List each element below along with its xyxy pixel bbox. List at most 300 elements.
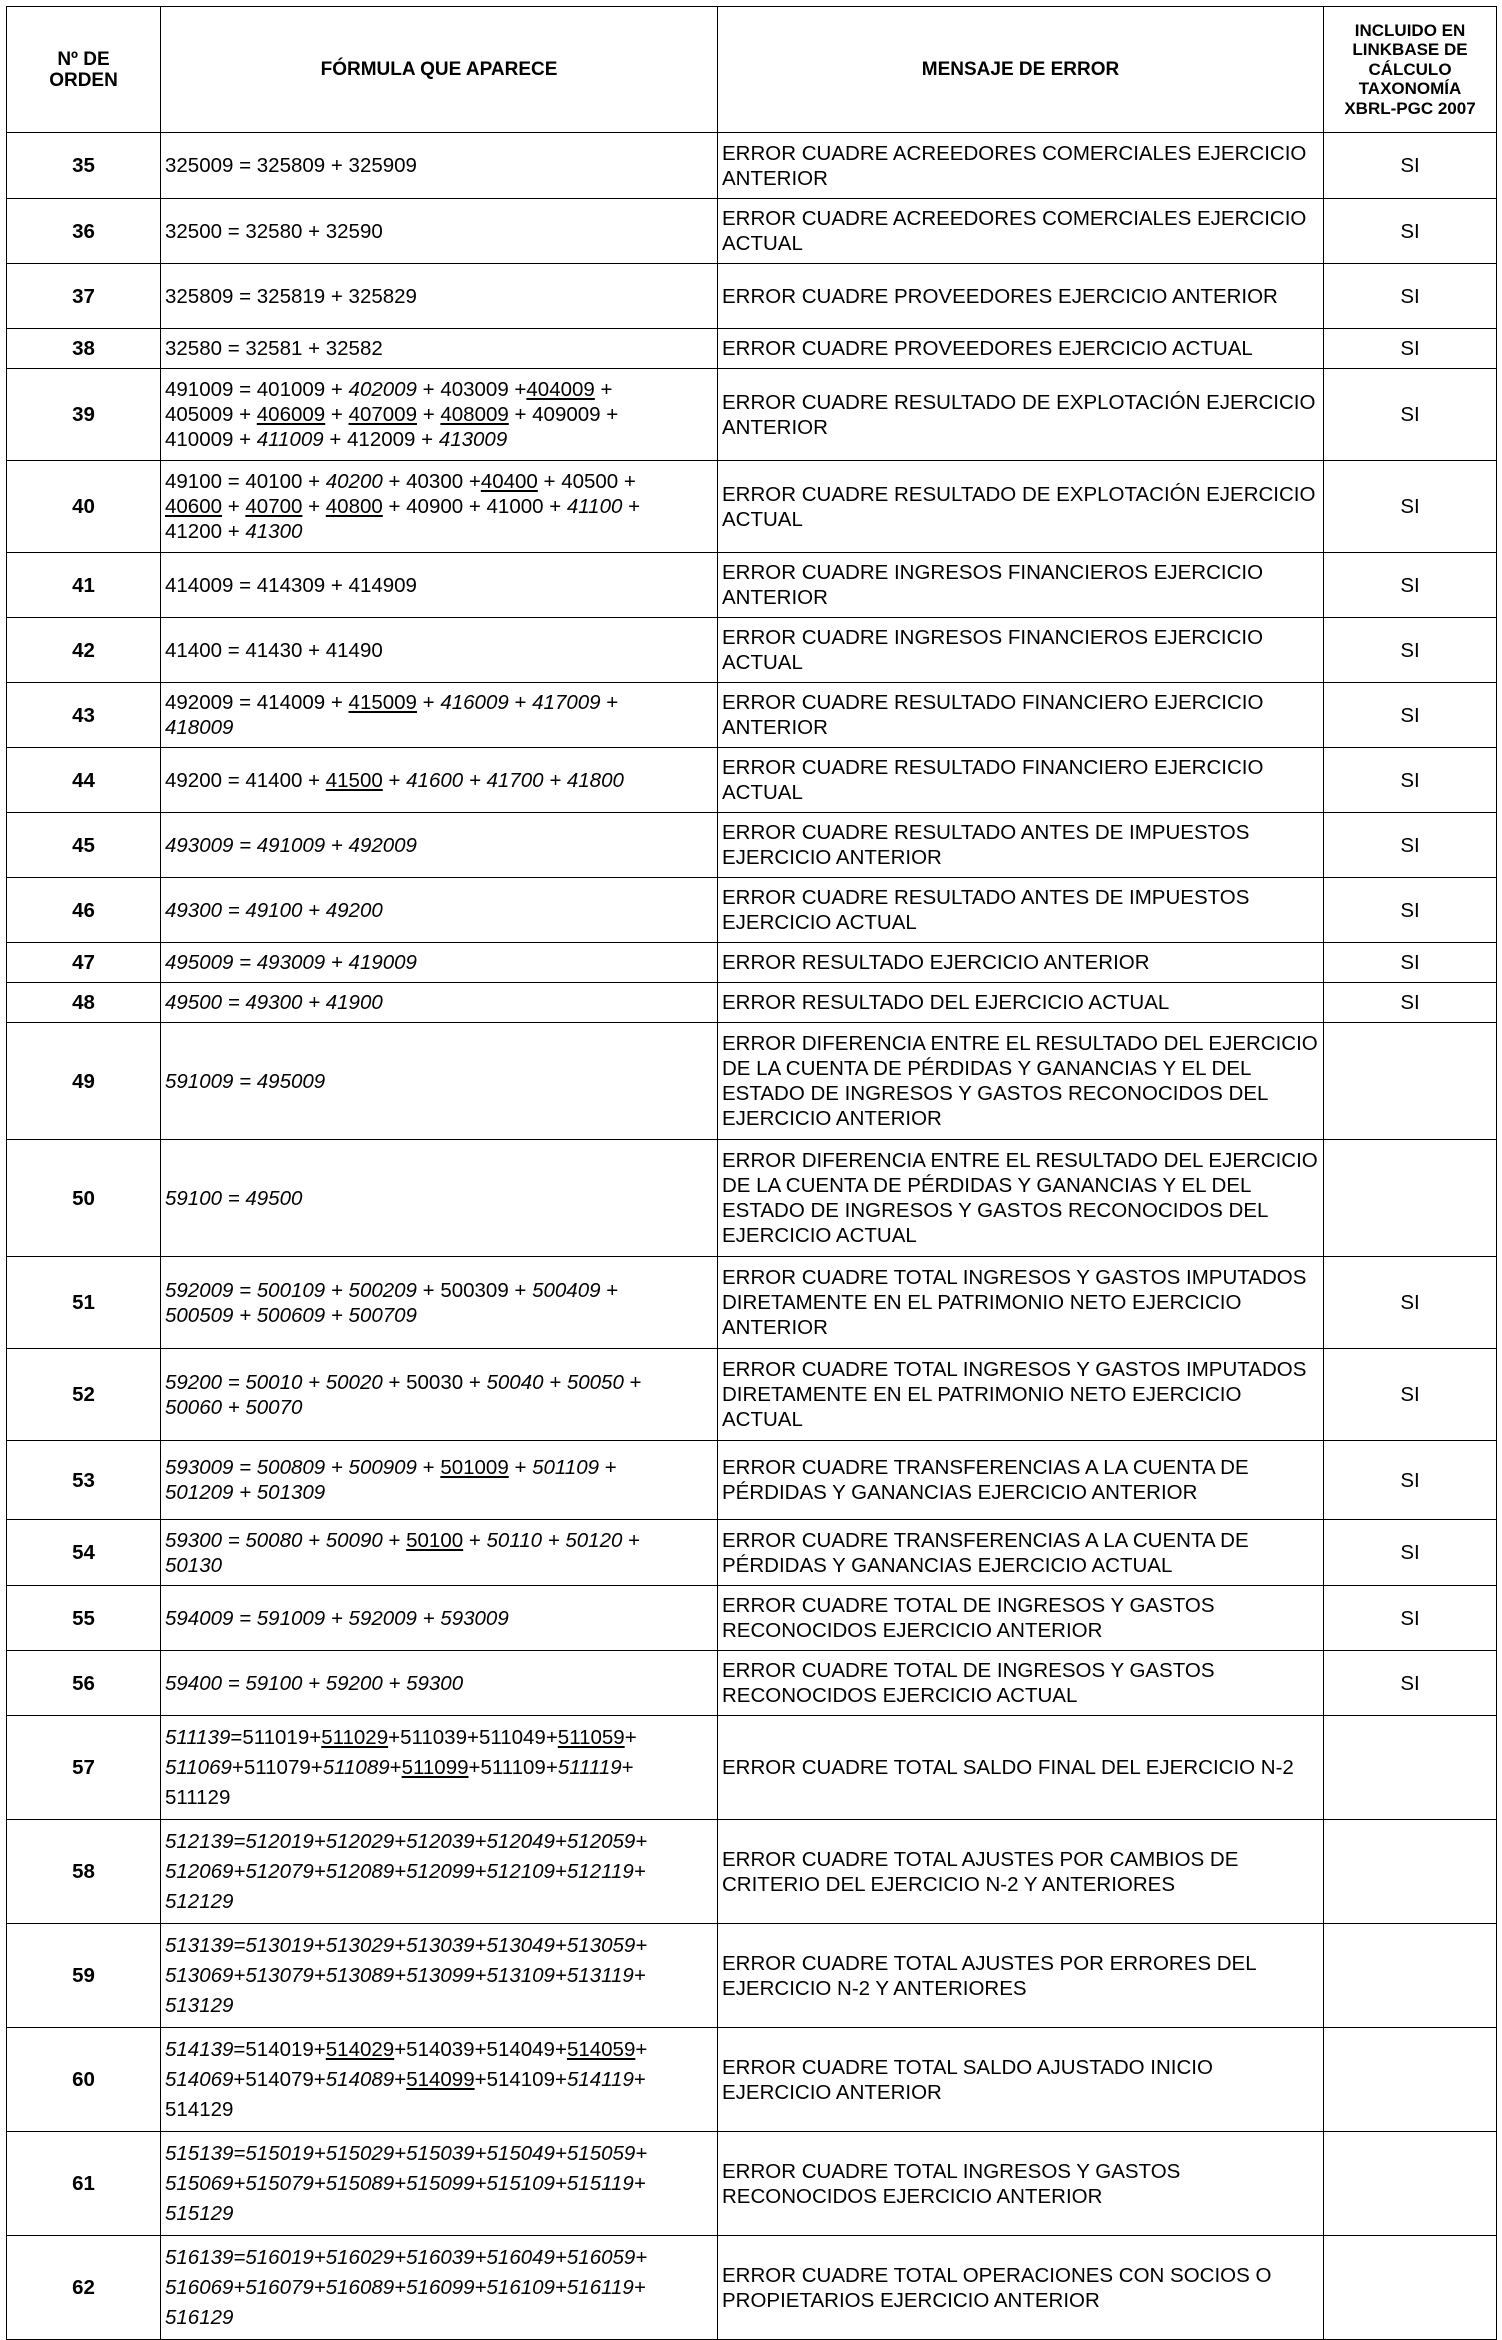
formula-segment: 59200 = 50010 + 50020 <box>165 1370 383 1394</box>
formula-cell <box>161 2236 718 2340</box>
formula-cell <box>161 1586 718 1651</box>
formula-line <box>165 1991 713 2021</box>
formula-segment: + <box>508 1456 533 1479</box>
included-flag: SI <box>1324 264 1497 329</box>
header-formula: FÓRMULA QUE APARECE <box>161 7 718 133</box>
formula-cell <box>161 1441 718 1520</box>
error-message: ERROR RESULTADO EJERCICIO ANTERIOR <box>718 943 1324 983</box>
formula-segment: 516139=516019+516029+516039+516049+516059+ <box>165 2245 648 2269</box>
formula-segment: + <box>635 2037 648 2061</box>
order-number: 40 <box>7 461 161 553</box>
included-flag: SI <box>1324 618 1497 683</box>
order-number: 43 <box>7 683 161 748</box>
order-number: 51 <box>7 1257 161 1349</box>
formula-cell <box>161 133 718 199</box>
formula-segment: + 50030 + <box>382 1370 487 1394</box>
formula-line <box>165 768 713 793</box>
included-flag <box>1324 2236 1497 2340</box>
formula-line <box>165 1753 713 1783</box>
formula-segment: + 40900 + 41000 + <box>382 495 567 518</box>
order-number: 50 <box>7 1140 161 1257</box>
formula-segment: + <box>416 1456 441 1479</box>
error-message: ERROR CUADRE TOTAL SALDO FINAL DEL EJERCICIO N-2 <box>718 1716 1324 1820</box>
error-message: ERROR CUADRE TOTAL SALDO AJUSTADO INICIO EJERCICIO ANTERIOR <box>718 2028 1324 2132</box>
formula-segment: + 412009 + <box>323 428 439 451</box>
formula-line <box>165 1069 713 1094</box>
formula-segment: + 403009 + <box>416 378 527 401</box>
table-row <box>7 1716 1497 1820</box>
formula-segment: + <box>325 403 349 426</box>
error-message: ERROR RESULTADO DEL EJERCICIO ACTUAL <box>718 983 1324 1023</box>
formula-segment: 49100 = 40100 + <box>165 470 326 493</box>
order-number: 45 <box>7 813 161 878</box>
formula-line <box>165 1455 713 1480</box>
formula-cell <box>161 1924 718 2028</box>
header-included <box>1324 7 1497 133</box>
order-number: 49 <box>7 1023 161 1140</box>
included-flag: SI <box>1324 983 1497 1023</box>
formula-segment: 516069+516079+516089+516099+516109+516119+ <box>165 2275 646 2299</box>
formula-segment: 500409 <box>532 1278 601 1302</box>
order-number: 36 <box>7 199 161 264</box>
formula-line <box>165 1278 713 1303</box>
error-message: ERROR CUADRE TOTAL OPERACIONES CON SOCIOS O PROPIETARIOS EJERCICIO ANTERIOR <box>718 2236 1324 2340</box>
formula-line <box>165 1723 713 1753</box>
included-flag: SI <box>1324 1651 1497 1716</box>
formula-line <box>165 690 713 715</box>
formula-segment: 511059 <box>557 1725 625 1749</box>
formula-segment: 514059 <box>566 2037 636 2061</box>
included-flag: SI <box>1324 369 1497 461</box>
table-row <box>7 943 1497 983</box>
formula-segment: 511099 <box>401 1755 469 1779</box>
formula-line <box>165 1303 713 1328</box>
order-number: 38 <box>7 329 161 369</box>
included-flag <box>1324 1140 1497 1257</box>
formula-segment: 50060 + 50070 <box>165 1395 303 1419</box>
formula-segment: +511109+ <box>468 1755 558 1779</box>
formula-line <box>165 1857 713 1887</box>
error-message: ERROR CUADRE RESULTADO ANTES DE IMPUESTOS EJERCICIO ANTERIOR <box>718 813 1324 878</box>
header-included-line: INCLUIDO EN <box>1354 20 1466 40</box>
table-row <box>7 1349 1497 1441</box>
table-row <box>7 133 1497 199</box>
order-number: 46 <box>7 878 161 943</box>
table-body <box>7 133 1497 2340</box>
order-number: 55 <box>7 1586 161 1651</box>
formula-segment: + <box>382 1528 407 1552</box>
formula-segment: +511079+ <box>231 1755 323 1779</box>
formula-segment: 511029 <box>321 1725 389 1749</box>
formula-segment: + <box>416 691 441 714</box>
formula-segment: + <box>394 2067 407 2091</box>
error-message: ERROR CUADRE TOTAL DE INGRESOS Y GASTOS RECONOCIDOS EJERCICIO ANTERIOR <box>718 1586 1324 1651</box>
formula-line <box>165 2273 713 2303</box>
formula-segment: 32580 = 32581 + 32582 <box>165 337 383 360</box>
formula-cell <box>161 1716 718 1820</box>
formula-segment: 516129 <box>165 2305 234 2329</box>
order-number: 42 <box>7 618 161 683</box>
formula-segment: +514039+514049+ <box>394 2037 567 2061</box>
formula-segment: 406009 <box>256 403 326 426</box>
table-header-row <box>7 7 1497 133</box>
formula-segment: 417009 <box>532 691 601 714</box>
formula-cell <box>161 943 718 983</box>
included-flag: SI <box>1324 1520 1497 1586</box>
formula-line <box>165 519 713 544</box>
formula-segment: 41400 = 41430 + 41490 <box>165 638 383 662</box>
formula-cell <box>161 369 718 461</box>
formula-segment: 594009 = 591009 + 592009 + 593009 <box>165 1606 509 1630</box>
table-row <box>7 199 1497 264</box>
formula-line <box>165 2243 713 2273</box>
order-number: 62 <box>7 2236 161 2340</box>
included-flag: SI <box>1324 553 1497 618</box>
formula-segment: 593009 = 500809 + 500909 <box>165 1456 417 1479</box>
formula-cell <box>161 1023 718 1140</box>
formula-line <box>165 1553 713 1578</box>
order-number: 48 <box>7 983 161 1023</box>
formula-segment: 49200 = 41400 + <box>165 768 326 792</box>
formula-cell <box>161 2132 718 2236</box>
formula-segment: + 409009 + <box>508 403 619 426</box>
formula-cell <box>161 813 718 878</box>
formula-segment: 501209 + 501309 <box>165 1481 326 1504</box>
formula-line <box>165 2035 713 2065</box>
formula-segment: 41600 + 41700 + 41800 <box>406 768 624 792</box>
formula-cell <box>161 1140 718 1257</box>
formula-segment: 413009 <box>438 428 508 451</box>
table-row <box>7 1441 1497 1520</box>
formula-cell <box>161 618 718 683</box>
table-row <box>7 329 1497 369</box>
formula-segment: 59400 = 59100 + 59200 + 59300 <box>165 1671 464 1695</box>
formula-segment: 415009 <box>348 691 417 714</box>
formula-segment: + <box>621 1755 634 1779</box>
formula-segment: 408009 <box>440 403 509 426</box>
formula-cell <box>161 983 718 1023</box>
formula-segment: 41100 <box>566 495 623 518</box>
formula-line <box>165 950 713 975</box>
formula-segment: 495009 = 493009 + 419009 <box>165 951 417 974</box>
error-message: ERROR CUADRE PROVEEDORES EJERCICIO ACTUAL <box>718 329 1324 369</box>
included-flag <box>1324 1820 1497 1924</box>
included-flag: SI <box>1324 329 1497 369</box>
formula-segment: + 40500 + <box>537 470 636 493</box>
included-flag: SI <box>1324 1441 1497 1520</box>
header-message: MENSAJE DE ERROR <box>718 7 1324 133</box>
header-included-line: LINKBASE DE <box>1352 40 1468 60</box>
table-row <box>7 1140 1497 1257</box>
formula-segment: 402009 <box>348 378 417 401</box>
formula-line <box>165 1827 713 1857</box>
formula-line <box>165 1480 713 1505</box>
formula-segment: 32500 = 32580 + 32590 <box>165 219 383 243</box>
formula-segment: 501009 <box>440 1456 509 1479</box>
order-number: 35 <box>7 133 161 199</box>
formula-segment: 514099 <box>406 2067 475 2091</box>
formula-line <box>165 1528 713 1553</box>
formula-segment: + <box>622 1528 641 1552</box>
formula-line <box>165 2199 713 2229</box>
error-message: ERROR CUADRE ACREEDORES COMERCIALES EJERCICIO ACTUAL <box>718 199 1324 264</box>
included-flag <box>1324 2028 1497 2132</box>
formula-line <box>165 402 713 427</box>
formula-segment: 511129 <box>165 1785 231 1809</box>
order-number: 44 <box>7 748 161 813</box>
formula-segment: 41200 + <box>165 520 246 543</box>
formula-segment: 40700 <box>245 495 303 518</box>
formula-cell <box>161 878 718 943</box>
order-number: 58 <box>7 1820 161 1924</box>
formula-segment: 41300 <box>245 520 303 543</box>
formula-segment: 514139 <box>165 2037 234 2061</box>
formula-segment: 414009 = 414309 + 414909 <box>165 573 417 597</box>
formula-segment: 511069 <box>165 1755 232 1779</box>
included-flag: SI <box>1324 1349 1497 1441</box>
formula-segment: + <box>594 378 613 401</box>
formula-line <box>165 990 713 1015</box>
formula-segment: 592009 = 500109 + 500209 <box>165 1278 417 1302</box>
formula-segment: +511039+511049+ <box>388 1725 558 1749</box>
error-message: ERROR CUADRE PROVEEDORES EJERCICIO ANTERIOR <box>718 264 1324 329</box>
formula-segment: 59100 = 49500 <box>165 1186 303 1210</box>
error-message: ERROR CUADRE TOTAL INGRESOS Y GASTOS IMPUTADOS DIRETAMENTE EN EL PATRIMONIO NETO EJERCICIO ACTUAL <box>718 1349 1324 1441</box>
formula-segment: + <box>302 495 326 518</box>
formula-segment: + 40300 + <box>382 470 481 493</box>
included-flag: SI <box>1324 943 1497 983</box>
formula-segment: 515069+515079+515089+515099+515109+515119+ <box>165 2171 646 2195</box>
formula-cell <box>161 199 718 264</box>
formula-line <box>165 573 713 598</box>
error-message: ERROR CUADRE RESULTADO DE EXPLOTACIÓN EJERCICIO ANTERIOR <box>718 369 1324 461</box>
formula-segment: 512139=512019+512029+512039+512049+512059+ <box>165 1829 648 1853</box>
formula-segment: 514089 <box>325 2067 395 2091</box>
formula-segment: + <box>624 1725 637 1749</box>
formula-cell <box>161 683 718 748</box>
order-number: 57 <box>7 1716 161 1820</box>
error-message: ERROR CUADRE TOTAL INGRESOS Y GASTOS RECONOCIDOS EJERCICIO ANTERIOR <box>718 2132 1324 2236</box>
included-flag: SI <box>1324 748 1497 813</box>
error-message: ERROR CUADRE TOTAL AJUSTES POR ERRORES DEL EJERCICIO N-2 Y ANTERIORES <box>718 1924 1324 2028</box>
formula-segment: 41500 <box>325 768 383 792</box>
error-message: ERROR CUADRE TOTAL INGRESOS Y GASTOS IMPUTADOS DIRETAMENTE EN EL PATRIMONIO NETO EJERCICIO ANTERIOR <box>718 1257 1324 1349</box>
formula-segment: 511119 <box>557 1755 622 1779</box>
formula-cell <box>161 1257 718 1349</box>
error-message: ERROR CUADRE TRANSFERENCIAS A LA CUENTA DE PÉRDIDAS Y GANANCIAS EJERCICIO ACTUAL <box>718 1520 1324 1586</box>
formula-segment: 512069+512079+512089+512099+512109+512119+ <box>165 1859 646 1883</box>
formula-cell <box>161 1349 718 1441</box>
error-message: ERROR CUADRE TOTAL DE INGRESOS Y GASTOS RECONOCIDOS EJERCICIO ACTUAL <box>718 1651 1324 1716</box>
table-row <box>7 1924 1497 2028</box>
formula-line <box>165 284 713 309</box>
header-included-line: CÁLCULO <box>1368 59 1452 79</box>
formula-segment: + <box>600 691 619 714</box>
table-row <box>7 1586 1497 1651</box>
included-flag <box>1324 1716 1497 1820</box>
formula-segment: 418009 <box>165 716 234 739</box>
table-row <box>7 2236 1497 2340</box>
error-message: ERROR CUADRE RESULTADO ANTES DE IMPUESTOS EJERCICIO ACTUAL <box>718 878 1324 943</box>
formula-segment: 492009 = 414009 + <box>165 691 349 714</box>
order-number: 56 <box>7 1651 161 1716</box>
formula-segment: +514079+ <box>233 2067 326 2091</box>
included-flag: SI <box>1324 461 1497 553</box>
formula-segment: 511089 <box>322 1755 390 1779</box>
formula-segment: 325009 = 325809 + 325909 <box>165 154 417 177</box>
formula-cell <box>161 553 718 618</box>
formula-line <box>165 153 713 178</box>
formula-cell <box>161 1820 718 1924</box>
formula-line <box>165 2139 713 2169</box>
order-number: 54 <box>7 1520 161 1586</box>
error-rules-table <box>6 6 1497 2340</box>
table-row <box>7 748 1497 813</box>
included-flag: SI <box>1324 133 1497 199</box>
formula-segment: 40800 <box>325 495 383 518</box>
formula-line <box>165 715 713 740</box>
formula-segment: 411009 <box>256 428 324 451</box>
formula-line <box>165 2095 713 2125</box>
formula-segment: 407009 <box>348 403 417 426</box>
formula-line <box>165 1370 713 1395</box>
formula-line <box>165 494 713 519</box>
formula-segment: 511139 <box>165 1725 231 1749</box>
order-number: 41 <box>7 553 161 618</box>
formula-cell <box>161 748 718 813</box>
formula-segment: 410009 + <box>165 428 257 451</box>
table-row <box>7 1651 1497 1716</box>
formula-segment: 40600 <box>165 495 223 518</box>
error-message: ERROR DIFERENCIA ENTRE EL RESULTADO DEL EJERCICIO DE LA CUENTA DE PÉRDIDAS Y GANANCIAS Y EL DEL ESTADO DE INGRESOS Y GASTOS RECONOCIDOS DEL EJERCICIO ANTERIOR <box>718 1023 1324 1140</box>
error-message: ERROR CUADRE RESULTADO DE EXPLOTACIÓN EJERCICIO ACTUAL <box>718 461 1324 553</box>
formula-segment: 514069 <box>165 2067 234 2091</box>
formula-segment: 50130 <box>165 1553 223 1577</box>
formula-segment: 59300 = 50080 + 50090 <box>165 1528 383 1552</box>
included-flag <box>1324 1924 1497 2028</box>
formula-line <box>165 377 713 402</box>
table-row <box>7 1820 1497 1924</box>
formula-segment: 50040 + 50050 <box>486 1370 624 1394</box>
formula-segment: 515129 <box>165 2201 234 2225</box>
header-order: Nº DE ORDEN <box>7 7 161 133</box>
formula-line <box>165 1887 713 1917</box>
included-flag: SI <box>1324 683 1497 748</box>
table-row <box>7 2132 1497 2236</box>
formula-segment: 514119 <box>566 2067 634 2091</box>
formula-segment: 512129 <box>165 1889 234 1913</box>
included-flag: SI <box>1324 199 1497 264</box>
formula-line <box>165 1931 713 1961</box>
formula-segment: =514019+ <box>233 2037 326 2061</box>
formula-cell <box>161 264 718 329</box>
formula-segment: 513139=513019+513029+513039+513049+513059+ <box>165 1933 648 1957</box>
table-row <box>7 1257 1497 1349</box>
formula-segment: 40200 <box>325 470 383 493</box>
table-row <box>7 2028 1497 2132</box>
error-message: ERROR DIFERENCIA ENTRE EL RESULTADO DEL EJERCICIO DE LA CUENTA DE PÉRDIDAS Y GANANCIAS Y EL DEL ESTADO DE INGRESOS Y GASTOS RECONOCIDOS DEL EJERCICIO ACTUAL <box>718 1140 1324 1257</box>
formula-segment: 513069+513079+513089+513099+513109+513119+ <box>165 1963 646 1987</box>
formula-segment: 50100 <box>406 1528 464 1552</box>
order-number: 47 <box>7 943 161 983</box>
formula-segment: + <box>508 691 533 714</box>
formula-segment: 515139=515019+515029+515039+515049+515059+ <box>165 2141 648 2165</box>
formula-segment: 49300 = 49100 + 49200 <box>165 898 383 922</box>
error-message: ERROR CUADRE ACREEDORES COMERCIALES EJERCICIO ANTERIOR <box>718 133 1324 199</box>
formula-cell <box>161 1520 718 1586</box>
formula-line <box>165 336 713 361</box>
formula-cell <box>161 1651 718 1716</box>
order-number: 39 <box>7 369 161 461</box>
formula-cell <box>161 2028 718 2132</box>
formula-segment: + <box>622 495 641 518</box>
header-included-line: TAXONOMÍA <box>1358 79 1462 99</box>
included-flag: SI <box>1324 813 1497 878</box>
formula-segment: 513129 <box>165 1993 234 2017</box>
formula-segment: =511019+ <box>230 1725 322 1749</box>
order-number: 52 <box>7 1349 161 1441</box>
error-message: ERROR CUADRE INGRESOS FINANCIEROS EJERCICIO ACTUAL <box>718 618 1324 683</box>
table-row <box>7 983 1497 1023</box>
formula-segment: 591009 = 495009 <box>165 1069 326 1093</box>
formula-segment: + <box>389 1755 402 1779</box>
order-number: 61 <box>7 2132 161 2236</box>
formula-line <box>165 1961 713 1991</box>
error-message: ERROR CUADRE RESULTADO FINANCIERO EJERCICIO ACTUAL <box>718 748 1324 813</box>
error-message: ERROR CUADRE RESULTADO FINANCIERO EJERCICIO ANTERIOR <box>718 683 1324 748</box>
formula-segment: + 500309 + <box>416 1278 533 1302</box>
formula-line <box>165 2303 713 2333</box>
formula-segment: 50110 + 50120 <box>486 1528 623 1552</box>
table-row <box>7 1520 1497 1586</box>
formula-segment: 325809 = 325819 + 325829 <box>165 284 417 308</box>
table-row <box>7 878 1497 943</box>
error-message: ERROR CUADRE INGRESOS FINANCIEROS EJERCICIO ANTERIOR <box>718 553 1324 618</box>
table-row <box>7 264 1497 329</box>
formula-segment: + <box>463 1528 487 1552</box>
formula-segment: + <box>623 1370 642 1394</box>
formula-segment: 40400 <box>480 470 538 493</box>
formula-segment: 405009 + <box>165 403 257 426</box>
header-included-line: XBRL-PGC 2007 <box>1344 98 1476 118</box>
formula-segment: 493009 = 491009 + 492009 <box>165 833 417 857</box>
formula-line <box>165 1395 713 1420</box>
order-number: 37 <box>7 264 161 329</box>
included-flag: SI <box>1324 1586 1497 1651</box>
formula-line <box>165 833 713 858</box>
formula-segment: + <box>599 1456 617 1479</box>
formula-line <box>165 469 713 494</box>
table-row <box>7 618 1497 683</box>
table-row <box>7 461 1497 553</box>
order-number: 59 <box>7 1924 161 2028</box>
table-row <box>7 1023 1497 1140</box>
formula-segment: + <box>382 768 407 792</box>
formula-segment: + <box>600 1278 619 1302</box>
formula-segment: + <box>633 2067 646 2091</box>
table-row <box>7 369 1497 461</box>
formula-line <box>165 1186 713 1211</box>
order-number: 53 <box>7 1441 161 1520</box>
included-flag <box>1324 2132 1497 2236</box>
order-number: 60 <box>7 2028 161 2132</box>
formula-cell <box>161 461 718 553</box>
table-row <box>7 683 1497 748</box>
formula-segment: 416009 <box>440 691 509 714</box>
table-row <box>7 553 1497 618</box>
table-row <box>7 813 1497 878</box>
formula-segment: + <box>417 403 441 426</box>
